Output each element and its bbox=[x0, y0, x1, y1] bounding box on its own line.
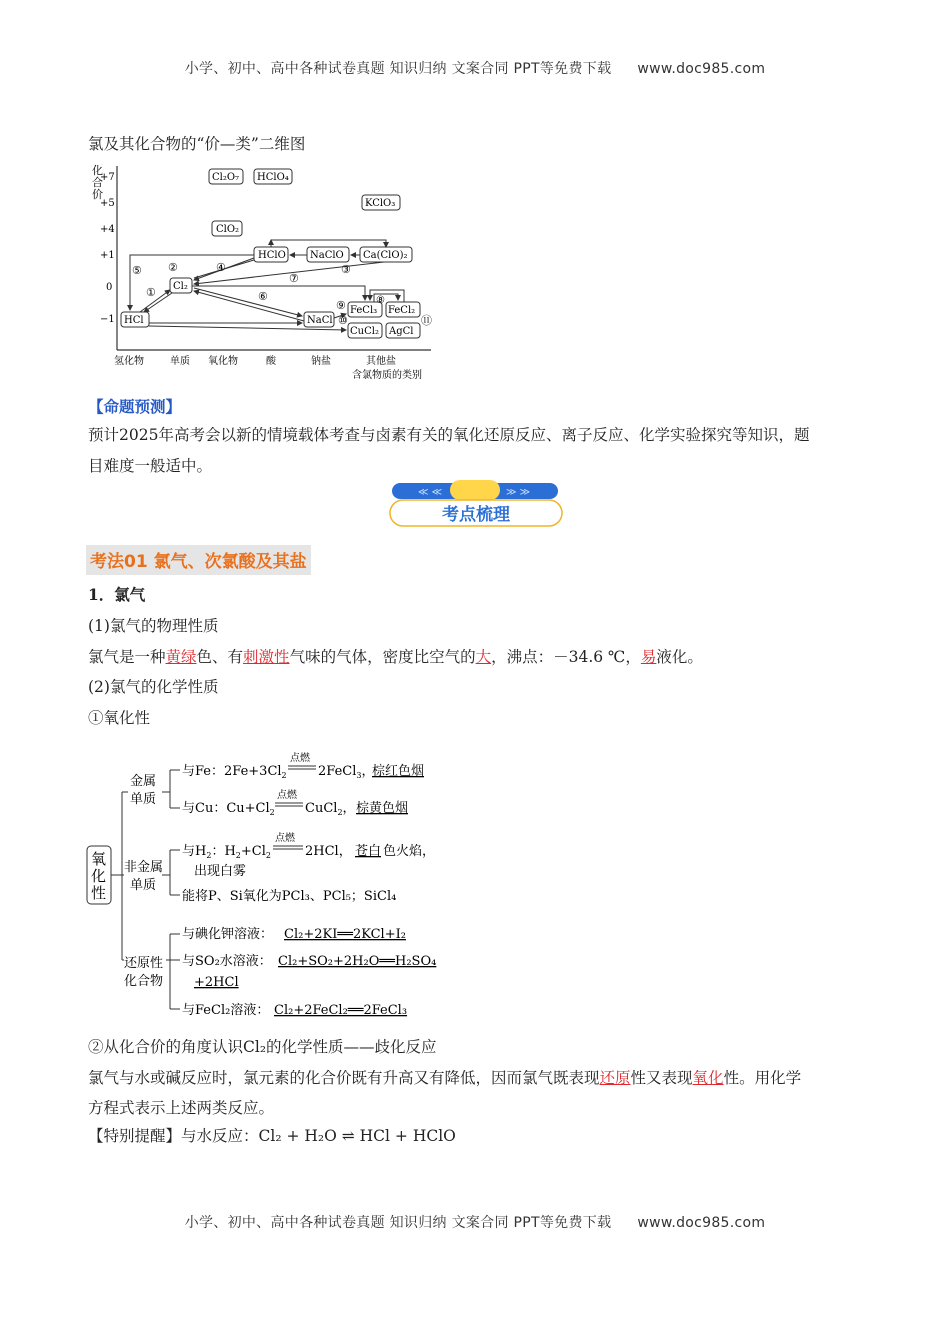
diagram-title: 氯及其化合物的“价—类”二维图 bbox=[88, 135, 306, 153]
answer-reducing: 还原 bbox=[599, 1069, 631, 1087]
x-tick-element: 单质 bbox=[170, 356, 190, 367]
svg-text:Cl₂: Cl₂ bbox=[173, 281, 188, 292]
svg-text:点燃: 点燃 bbox=[275, 833, 295, 844]
svg-text:点燃: 点燃 bbox=[290, 753, 310, 764]
svg-text:与Fe：2Fe+3Cl2: 与Fe：$2Fe+3Cl_2$ bbox=[182, 764, 287, 780]
metal-label-2: 单质 bbox=[130, 792, 157, 807]
y-tick-p1: +1 bbox=[100, 250, 115, 261]
svg-text:NaCl: NaCl bbox=[307, 315, 333, 326]
svg-text:CuCl₂: CuCl₂ bbox=[350, 326, 379, 337]
svg-text:FeCl₂: FeCl₂ bbox=[388, 305, 416, 316]
section-banner bbox=[388, 480, 564, 528]
step-2: ② bbox=[168, 261, 178, 274]
prediction-heading: 【命题预测】 bbox=[88, 397, 182, 416]
reaction-cu bbox=[182, 788, 408, 817]
y-tick-p7: +7 bbox=[100, 172, 115, 183]
tip-label: 【特别提醒】 bbox=[88, 1127, 182, 1145]
reaction-p-si: 能将P、Si氧化为PCl₃、PCl₅；SiCl₄ bbox=[182, 889, 397, 904]
svg-text:点燃: 点燃 bbox=[277, 790, 297, 801]
species-hclo bbox=[254, 247, 288, 262]
nonmetal-label-1: 非金属 bbox=[124, 860, 164, 875]
banner-label: 考点梳理 bbox=[442, 505, 510, 525]
species-hcl bbox=[121, 312, 149, 327]
svg-text:与FeCl₂溶液：: 与FeCl₂溶液： bbox=[182, 1003, 270, 1018]
special-tip bbox=[88, 1124, 456, 1146]
step-7: ⑦ bbox=[289, 272, 299, 285]
svg-text:2FeCl3，: 2FeCl$_3$， bbox=[318, 764, 375, 780]
oxidizing-title: ①氧化性 bbox=[88, 709, 151, 727]
disproportionation-line-1: 氯气与水或碱反应时，氯元素的化合价既有升高又有降低，因而氯气既表现还原性又表现氧化性。用化学 bbox=[88, 1069, 802, 1087]
step-9: ⑨ bbox=[336, 299, 346, 312]
y-tick-0: 0 bbox=[106, 282, 113, 293]
reducer-label-2: 化合物 bbox=[124, 974, 164, 989]
y-axis-label-1: 化 bbox=[92, 164, 103, 177]
header-text: 小学、初中、高中各种试卷真题 知识归纳 文案合同 PPT等免费下载 bbox=[184, 61, 612, 77]
species-nacl bbox=[304, 312, 334, 327]
svg-text:棕黄色烟: 棕黄色烟 bbox=[356, 801, 409, 816]
y-tick-p4: +4 bbox=[100, 224, 115, 235]
svg-text:苍白: 苍白 bbox=[355, 844, 382, 859]
svg-text:与碘化钾溶液：: 与碘化钾溶液： bbox=[182, 927, 274, 942]
reaction-ki bbox=[182, 926, 406, 942]
svg-text:≪ ≪: ≪ ≪ bbox=[418, 487, 443, 498]
species-cl2o7 bbox=[209, 169, 243, 184]
svg-text:Cl₂+SO₂+2H₂O══H₂SO₄: Cl₂+SO₂+2H₂O══H₂SO₄ bbox=[278, 954, 437, 969]
prediction-line-1: 预计2025年高考会以新的情境载体考查与卤素有关的氧化还原反应、离子反应、化学实验探究等知识，题 bbox=[88, 426, 810, 444]
svg-text:FeCl₃: FeCl₃ bbox=[350, 305, 378, 316]
y-axis-label-3: 价 bbox=[92, 188, 103, 201]
subsection-chlorine: 1．氯气 bbox=[88, 585, 146, 604]
valence-category-diagram bbox=[86, 158, 446, 384]
y-tick-p5: +5 bbox=[100, 198, 115, 209]
svg-text:与Cu：Cu+Cl2: 与Cu：$Cu+Cl_2$ bbox=[182, 801, 275, 817]
svg-text:2HCl，: 2HCl， bbox=[305, 844, 352, 859]
svg-text:≫ ≫: ≫ ≫ bbox=[506, 487, 531, 498]
svg-text:Cl₂O₇: Cl₂O₇ bbox=[212, 172, 240, 183]
svg-text:NaClO: NaClO bbox=[310, 250, 344, 261]
species-kclo3 bbox=[362, 195, 400, 210]
y-tick-m1: −1 bbox=[100, 314, 115, 325]
species-fecl2 bbox=[386, 302, 420, 317]
svg-text:Cl₂+2KI══2KCl+I₂: Cl₂+2KI══2KCl+I₂ bbox=[284, 927, 406, 942]
page-footer bbox=[0, 1212, 950, 1232]
answer-density: 大 bbox=[475, 648, 492, 666]
disproportionation-title: ②从化合价的角度认识Cl₂的化学性质——歧化反应 bbox=[88, 1038, 437, 1056]
step-4: ④ bbox=[216, 261, 226, 274]
svg-text:HClO: HClO bbox=[258, 250, 286, 261]
x-tick-other-salt: 其他盐 bbox=[366, 356, 396, 367]
step-1: ① bbox=[146, 286, 156, 299]
physical-properties-title: (1)氯气的物理性质 bbox=[88, 617, 219, 635]
species-naclo bbox=[307, 247, 349, 262]
svg-text:与SO₂水溶液：: 与SO₂水溶液： bbox=[182, 954, 272, 969]
reaction-so2 bbox=[182, 953, 436, 990]
page-header bbox=[0, 58, 950, 78]
tree-root-3: 性 bbox=[91, 884, 107, 902]
answer-oxidizing: 氧化 bbox=[692, 1069, 724, 1087]
svg-text:棕红色烟: 棕红色烟 bbox=[372, 764, 425, 779]
answer-color: 黄绿 bbox=[165, 648, 197, 666]
svg-text:CuCl2，: CuCl$_2$， bbox=[305, 801, 356, 817]
x-tick-oxide: 氧化物 bbox=[208, 356, 238, 367]
tree-root-1: 氧 bbox=[91, 850, 107, 868]
section-title: 考法01 氯气、次氯酸及其盐 bbox=[86, 545, 311, 575]
answer-liquefy: 易 bbox=[640, 648, 657, 666]
step-5: ⑤ bbox=[132, 264, 142, 277]
physical-properties-text: 氯气是一种黄绿色、有刺激性气味的气体，密度比空气的大，沸点：－34.6 ℃，易液化。 bbox=[88, 648, 703, 666]
svg-text:KClO₃: KClO₃ bbox=[365, 198, 396, 209]
reaction-h2 bbox=[182, 831, 435, 879]
chemical-properties-title: (2)氯气的化学性质 bbox=[88, 678, 219, 696]
svg-text:ClO₂: ClO₂ bbox=[216, 224, 240, 235]
reducer-label-1: 还原性 bbox=[124, 956, 164, 971]
svg-text:HClO₄: HClO₄ bbox=[257, 172, 289, 183]
svg-text:AgCl: AgCl bbox=[389, 326, 414, 337]
answer-odor: 刺激性 bbox=[243, 648, 290, 666]
prediction-line-2: 目难度一般适中。 bbox=[88, 457, 213, 475]
step-11: ⑪ bbox=[421, 314, 432, 327]
step-6: ⑥ bbox=[258, 290, 268, 303]
svg-text:Ca(ClO)₂: Ca(ClO)₂ bbox=[363, 250, 408, 261]
svg-text:HCl: HCl bbox=[124, 315, 144, 326]
svg-text:出现白雾: 出现白雾 bbox=[194, 864, 247, 879]
svg-text:色火焰，: 色火焰， bbox=[383, 844, 436, 859]
svg-text:Cl₂+2FeCl₂══2FeCl₃: Cl₂+2FeCl₂══2FeCl₃ bbox=[274, 1003, 408, 1018]
tree-root-2: 化 bbox=[91, 867, 107, 885]
species-cucl2 bbox=[348, 323, 382, 338]
nonmetal-label-2: 单质 bbox=[130, 878, 157, 893]
svg-text:+2HCl: +2HCl bbox=[194, 975, 239, 990]
species-agcl bbox=[386, 323, 420, 338]
species-clo2 bbox=[212, 221, 242, 236]
x-tick-sodium-salt: 钠盐 bbox=[311, 356, 331, 367]
x-tick-acid: 酸 bbox=[266, 356, 276, 367]
reaction-fe bbox=[182, 751, 424, 780]
species-hclo4 bbox=[254, 169, 292, 184]
footer-url[interactable]: www.doc985.com bbox=[637, 1215, 766, 1231]
reaction-fecl2 bbox=[182, 1002, 407, 1018]
header-url[interactable]: www.doc985.com bbox=[637, 61, 766, 77]
metal-label-1: 金属 bbox=[130, 774, 157, 789]
x-tick-hydride: 氢化物 bbox=[114, 356, 144, 367]
y-axis-label-2: 合 bbox=[92, 176, 103, 189]
oxidizing-tree bbox=[84, 748, 454, 1026]
species-cl2 bbox=[170, 278, 192, 293]
svg-text:与H2：H2+Cl2: 与$H_2$：$H_2+Cl_2$ bbox=[182, 844, 271, 860]
x-axis-label: 含氯物质的类别 bbox=[352, 370, 422, 381]
disproportionation-line-2: 方程式表示上述两类反应。 bbox=[88, 1099, 275, 1117]
species-caclo2 bbox=[360, 247, 412, 262]
step-8: ⑧ bbox=[376, 295, 385, 306]
footer-text: 小学、初中、高中各种试卷真题 知识归纳 文案合同 PPT等免费下载 bbox=[184, 1215, 612, 1231]
step-10: ⑩ bbox=[338, 314, 348, 327]
step-3: ③ bbox=[341, 263, 351, 276]
tip-text: 与水反应：Cl₂ + H₂O ⇌ HCl + HClO bbox=[181, 1127, 456, 1145]
